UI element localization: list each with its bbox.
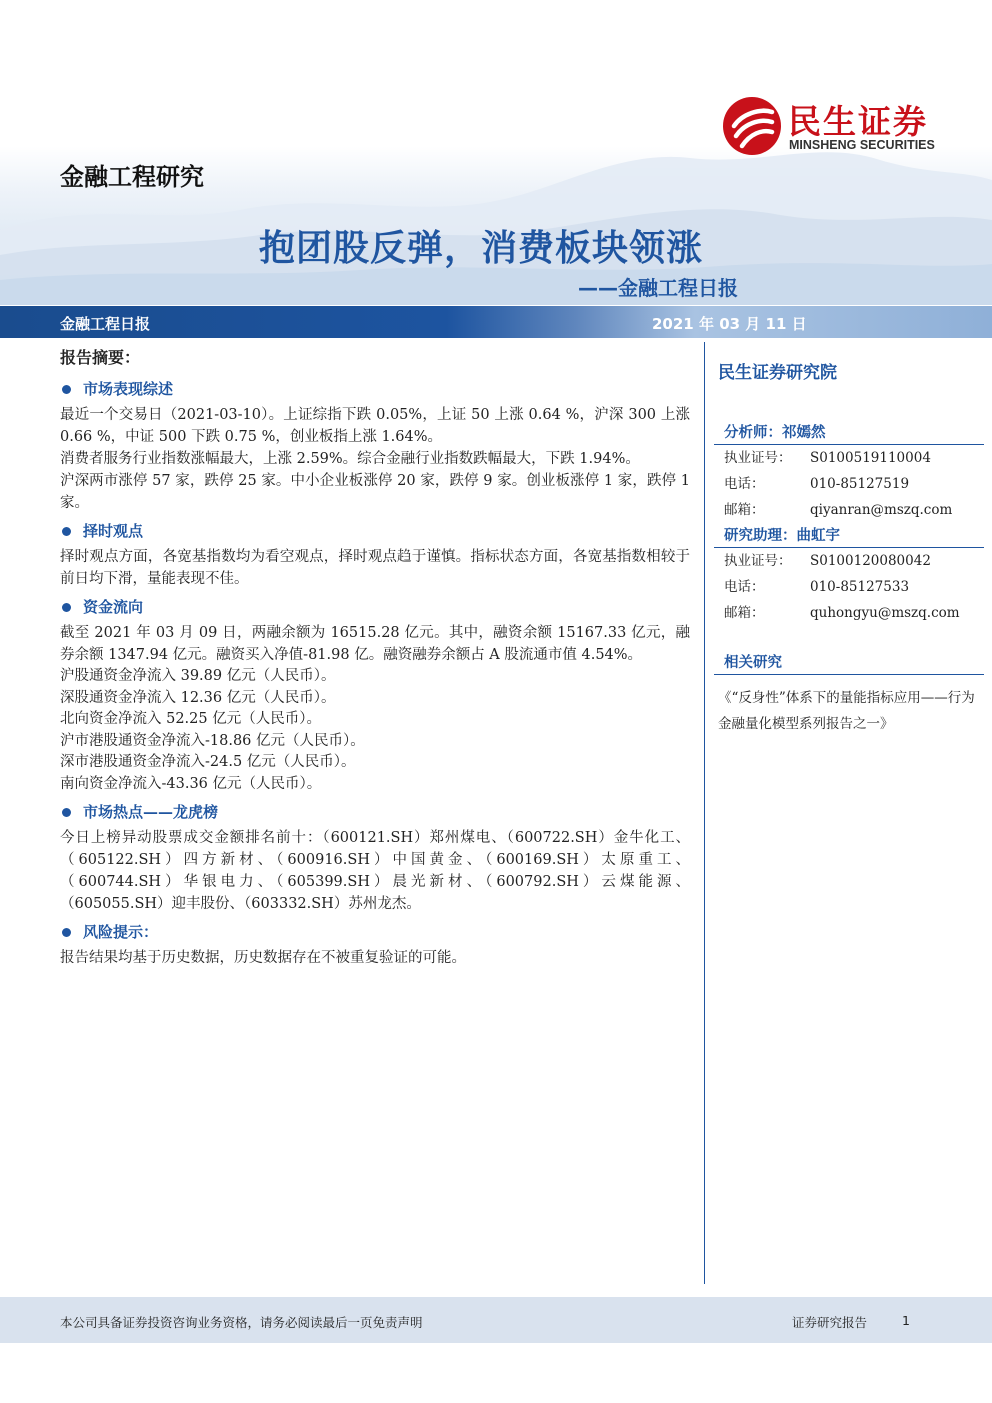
report-category: 金融工程研究 [60, 163, 204, 191]
row-value: 010-85127519 [810, 476, 910, 492]
analyst-row [714, 497, 984, 523]
section-heading-hot [60, 801, 690, 823]
abstract-column [60, 342, 690, 969]
hot-paragraph: 今日上榜异动股票成交金额排名前十：（600121.SH）郑州煤电、（600722.SH）金牛化工、（605122.SH）四方新材、（600916.SH）中国黄金、（600169.SH）太原重工、（600744.SH）华银电力、（605399.SH）晨光新材、（600792.SH）云煤能源、（605055.SH）迎丰股份、（603332.SH）苏州龙杰。 [60, 830, 690, 912]
footer-report-type: 证券研究报告 [792, 1315, 868, 1330]
fund-line: 深股通资金净流入 12.36 亿元（人民币）。 [60, 689, 336, 706]
fund-line: 南向资金净流入-43.36 亿元（人民币）。 [60, 775, 322, 792]
sidebar [714, 342, 984, 737]
bullet-icon [62, 603, 71, 612]
market-paragraph: 沪深两市涨停 57 家，跌停 25 家。中小企业板涨停 20 家，跌停 9 家。创业板涨停 1 家，跌停 1 家。 [60, 473, 690, 511]
fund-paragraph: 截至 2021 年 03 月 09 日，两融余额为 16515.28 亿元。其中，融资余额 15167.33 亿元，融券余额 1347.94 亿元。融资买入净值-81.98 亿。融资融券余额占 A 股流通市值 4.54%。 [60, 625, 690, 663]
assistant-row [714, 548, 984, 574]
fund-line: 沪股通资金净流入 39.89 亿元（人民币）。 [60, 668, 336, 684]
report-series-label: 金融工程日报 [60, 315, 151, 333]
section-heading-market [60, 378, 690, 400]
section-heading-timing [60, 520, 690, 542]
related-research-heading: 相关研究 [714, 652, 984, 675]
row-label: 邮箱： [724, 605, 765, 621]
fund-line: 北向资金净流入 52.25 亿元（人民币）。 [60, 711, 321, 727]
assistant-row [714, 600, 984, 626]
assistant-row [714, 574, 984, 600]
logo-mark-icon [722, 96, 782, 156]
row-label: 执业证号： [724, 553, 792, 569]
timing-paragraph: 择时观点方面，各宽基指数均为看空观点，择时观点趋于谨慎。指标状态方面，各宽基指数相较于前日均下滑，量能表现不佳。 [60, 549, 690, 587]
section-heading-fund [60, 596, 690, 618]
page-footer [0, 1297, 992, 1343]
logo-english-name: MINSHENG SECURITIES [789, 138, 935, 152]
analyst-heading: 分析师：祁嫣然 [714, 422, 984, 445]
row-value: 010-85127533 [810, 579, 910, 595]
analyst-row [714, 471, 984, 497]
section-heading-text: 风险提示： [83, 923, 159, 941]
abstract-title: 报告摘要： [60, 348, 141, 367]
report-info-bar [0, 306, 992, 338]
row-value: S0100519110004 [810, 450, 931, 466]
section-heading-text: 资金流向 [83, 598, 144, 616]
risk-paragraph: 报告结果均基于历史数据，历史数据存在不被重复验证的可能。 [60, 950, 466, 966]
row-value: S0100120080042 [810, 553, 931, 569]
report-subtitle: ——金融工程日报 [578, 276, 738, 300]
row-label: 邮箱： [724, 502, 765, 518]
row-label: 电话： [724, 579, 765, 595]
market-paragraph: 消费者服务行业指数涨幅最大，上涨 2.59%。综合金融行业指数跌幅最大，下跌 1.94%。 [60, 451, 640, 467]
fund-line: 深市港股通资金净流入-24.5 亿元（人民币）。 [60, 754, 356, 770]
header-banner [0, 0, 992, 305]
institute-name: 民生证券研究院 [718, 363, 837, 383]
row-value: qiyanran@mszq.com [810, 502, 953, 518]
report-date: 2021 年 03 月 11 日 [652, 315, 807, 333]
row-label: 电话： [724, 476, 765, 492]
bullet-icon [62, 527, 71, 536]
section-heading-text: 市场表现综述 [83, 380, 174, 398]
section-heading-text: 市场热点——龙虎榜 [83, 803, 219, 821]
related-research-item[interactable]: 《“反身性”体系下的量能指标应用——行为金融量化模型系列报告之一》 [718, 690, 975, 732]
footer-disclaimer: 本公司具备证券投资咨询业务资格，请务必阅读最后一页免责声明 [60, 1315, 423, 1330]
bullet-icon [62, 808, 71, 817]
report-title: 抱团股反弹，消费板块领涨 [258, 228, 703, 269]
row-value: quhongyu@mszq.com [810, 605, 960, 621]
assistant-heading: 研究助理：曲虹宇 [714, 525, 984, 548]
bullet-icon [62, 385, 71, 394]
analyst-row [714, 445, 984, 471]
company-logo [722, 96, 962, 156]
row-label: 执业证号： [724, 450, 792, 466]
section-heading-text: 择时观点 [83, 522, 144, 540]
bullet-icon [62, 928, 71, 937]
section-heading-risk [60, 921, 690, 943]
column-divider [704, 342, 705, 1284]
market-paragraph: 最近一个交易日（2021-03-10）。上证综指下跌 0.05%，上证 50 上涨 0.64 %，沪深 300 上涨 0.66 %，中证 500 下跌 0.75 %，创业板指上涨 1.64%。 [60, 407, 690, 445]
logo-chinese-name: 民生证券 [788, 102, 928, 141]
page-number: 1 [902, 1313, 910, 1328]
fund-line: 沪市港股通资金净流入-18.86 亿元（人民币）。 [60, 732, 365, 749]
